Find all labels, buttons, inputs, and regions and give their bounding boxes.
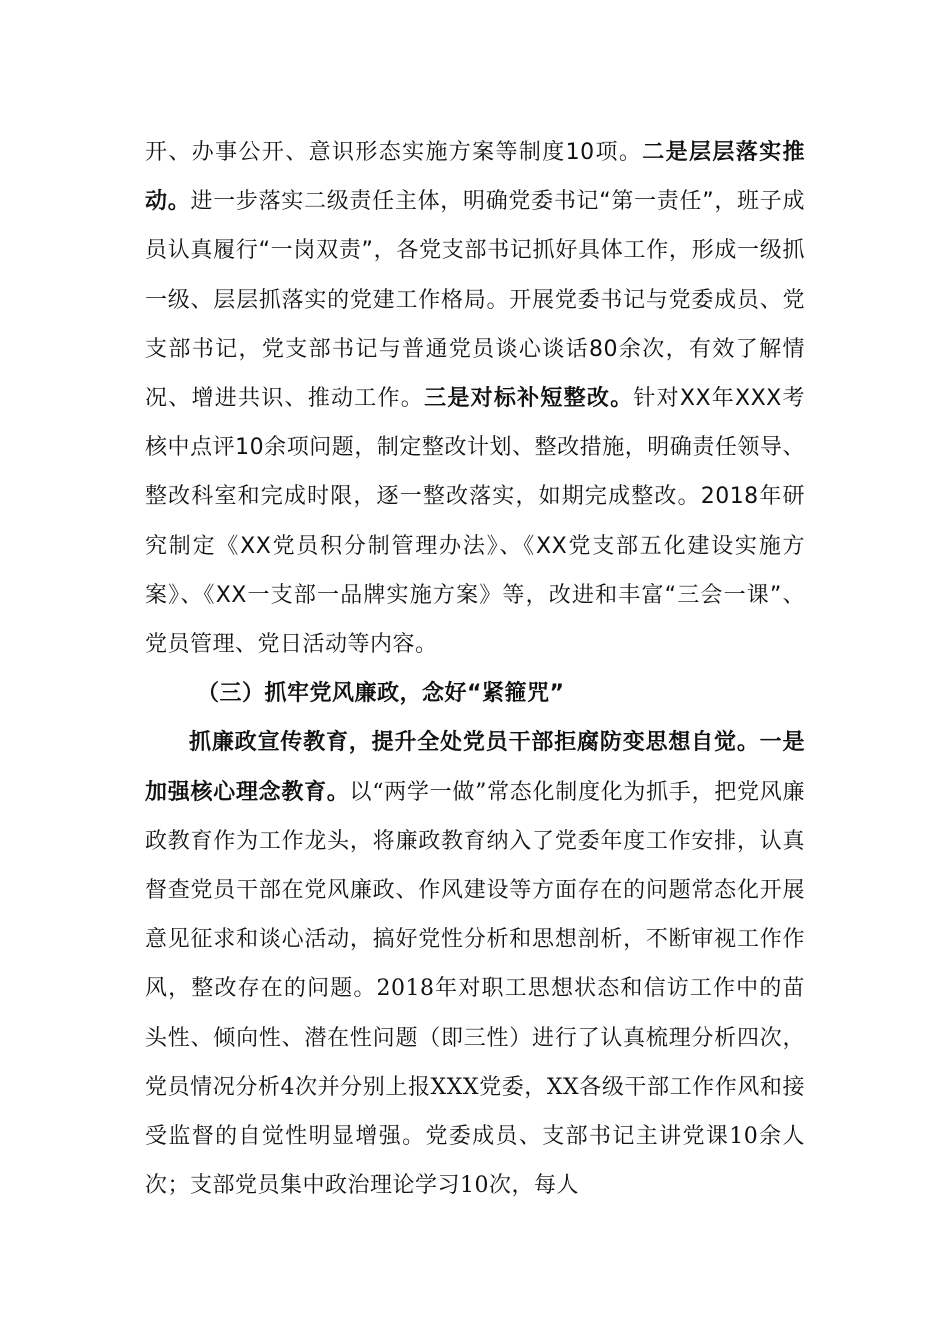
paragraph-integrity-education bbox=[145, 718, 805, 1210]
bold-text-run: 二是层层落实推动。 bbox=[145, 140, 805, 215]
text-run: 针对XX年XXX考核中点评10余项问题，制定整改计划、整改措施，明确责任领导、整改科室和完成时限，逐一整改落实，如期完成整改。2018年研究制定《XX党员积分制管理办法》、《XX党支部五化建设实施方案》、《XX一支部一品牌实施方案》等，改进和丰富“三会一课”、党员管理、党日活动等内容。 bbox=[145, 386, 805, 658]
bold-text-run: 抓廉政宣传教育，提升全处党员干部拒腐防变思想自觉。一是加强核心理念教育。 bbox=[145, 730, 805, 805]
text-run: 进一步落实二级责任主体，明确党委书记“第一责任”，班子成员认真履行“一岗双责”，各党支部书记抓好具体工作，形成一级抓一级、层层抓落实的党建工作格局。开展党委书记与党委成员、党支部书记，党支部书记与普通党员谈心谈话80余次，有效了解情况、增进共识、推动工作。 bbox=[145, 189, 805, 412]
text-run: 开、办事公开、意识形态实施方案等制度10项。 bbox=[145, 140, 643, 165]
document-body bbox=[145, 128, 805, 1210]
paragraph-party-building bbox=[145, 128, 805, 669]
text-run: 以“两学一做”常态化制度化为抓手，把党风廉政教育作为工作龙头，将廉政教育纳入了党委年度工作安排，认真督查党员干部在党风廉政、作风建设等方面存在的问题常态化开展意见征求和谈心活动，搞好党性分析和思想剖析，不断审视工作作风，整改存在的问题。2018年对职工思想状态和信访工作中的苗头性、倾向性、潜在性问题（即三性）进行了认真梳理分析四次，党员情况分析4次并分别上报XXX党委，XX各级干部工作作风和接受监督的自觉性明显增强。党委成员、支部书记主讲党课10余人次；支部党员集中政治理论学习10次，每人 bbox=[145, 779, 805, 1199]
bold-text-run: 三是对标补短整改。 bbox=[424, 386, 634, 412]
section-heading: （三）抓牢党风廉政，念好“紧箍咒” bbox=[197, 681, 565, 707]
